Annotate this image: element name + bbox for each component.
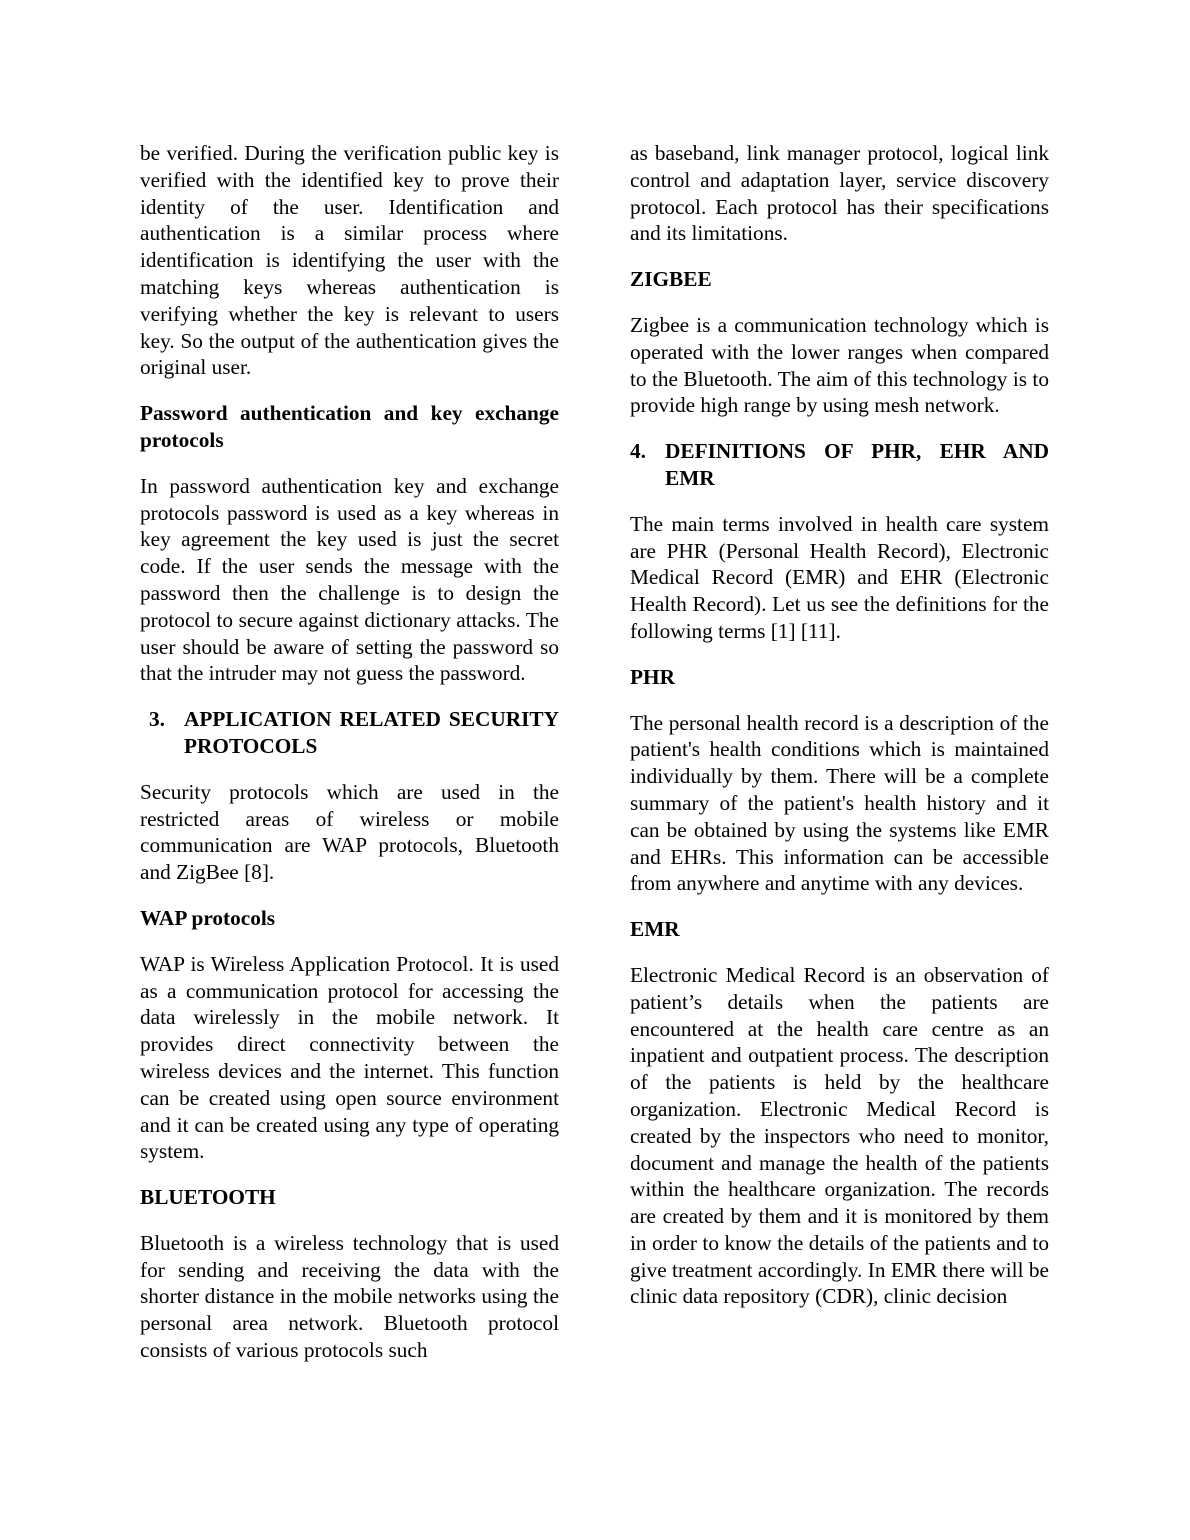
section-4-heading [630,438,1049,492]
section-3-number: 3. [149,707,165,732]
paragraph-definitions: The main terms involved in health care system are PHR (Personal Health Record), Electronic Medical Record (EMR) and EHR (Electronic Health Record). Let us see the definitions for the following terms [1] [11]. [630,511,1049,643]
paragraph-wap: WAP is Wireless Application Protocol. It is used as a communication protocol for accessing the data wirelessly in the mobile network. It provides direct connectivity between the wireless devices and the internet. This function can be created using open source environment and it can be created using any type of operating system. [140,951,559,1164]
heading-zigbee: ZIGBEE [630,267,712,292]
heading-phr: PHR [630,664,675,689]
paragraph-password-authentication: In password authentication key and exchange protocols password is used as a key whereas in key agreement the key used is just the secret code. If the user sends the message with the password then the challenge is to design the protocol to secure against dictionary attacks. The user should be aware of setting the password so that the intruder may not guess the password. [140,473,559,686]
paragraph-phr: The personal health record is a description of the patient's health conditions which is maintained individually by them. There will be a complete summary of the patient's health history and it can be obtained by using the systems like EMR and EHRs. This information can be accessible from anywhere and anytime with any devices. [630,710,1049,896]
paragraph-verification: be verified. During the verification public key is verified with the identified key to prove their identity of the user. Identification and authentication is a similar process where identification is identifying the user with the matching keys whereas authentication is verifying whether the key is relevant to users key. So the output of the authentication gives the original user. [140,141,559,380]
paragraph-zigbee: Zigbee is a communication technology which is operated with the lower ranges when compared to the Bluetooth. The aim of this technology is to provide high range by using mesh network. [630,312,1049,418]
section-3-heading [140,706,559,760]
paragraph-security-protocols: Security protocols which are used in the restricted areas of wireless or mobile communication are WAP protocols, Bluetooth and ZigBee [8]. [140,779,559,885]
section-3-title: APPLICATION RELATED SECURITY PROTOCOLS [184,707,559,758]
paragraph-emr: Electronic Medical Record is an observation of patient’s details when the patients are encountered at the health care centre as an inpatient and outpatient process. The description of the patients is held by the healthcare organization. Electronic Medical Record is created by the inspectors who need to monitor, document and manage the health of the patients within the healthcare organization. The records are created by them and it is monitored by them in order to know the details of the patients and to give treatment accordingly. In EMR there will be clinic data repository (CDR), clinic decision [630,962,1049,1309]
section-4-number: 4. [630,439,646,464]
paragraph-bluetooth-continued: as baseband, link manager protocol, logical link control and adaptation layer, service discovery protocol. Each protocol has their specifications and its limitations. [630,141,1049,246]
paragraph-bluetooth: Bluetooth is a wireless technology that is used for sending and receiving the data with the shorter distance in the mobile networks using the personal area network. Bluetooth protocol consists of various protocols such [140,1230,559,1363]
heading-bluetooth: BLUETOOTH [140,1185,276,1210]
right-column [630,140,1049,1329]
left-column [140,140,559,1383]
heading-wap-protocols: WAP protocols [140,905,276,930]
section-4-title: DEFINITIONS OF PHR, EHR AND EMR [665,439,1049,490]
heading-password-authentication: Password authentication and key exchange protocols [140,401,559,452]
heading-emr: EMR [630,917,680,942]
